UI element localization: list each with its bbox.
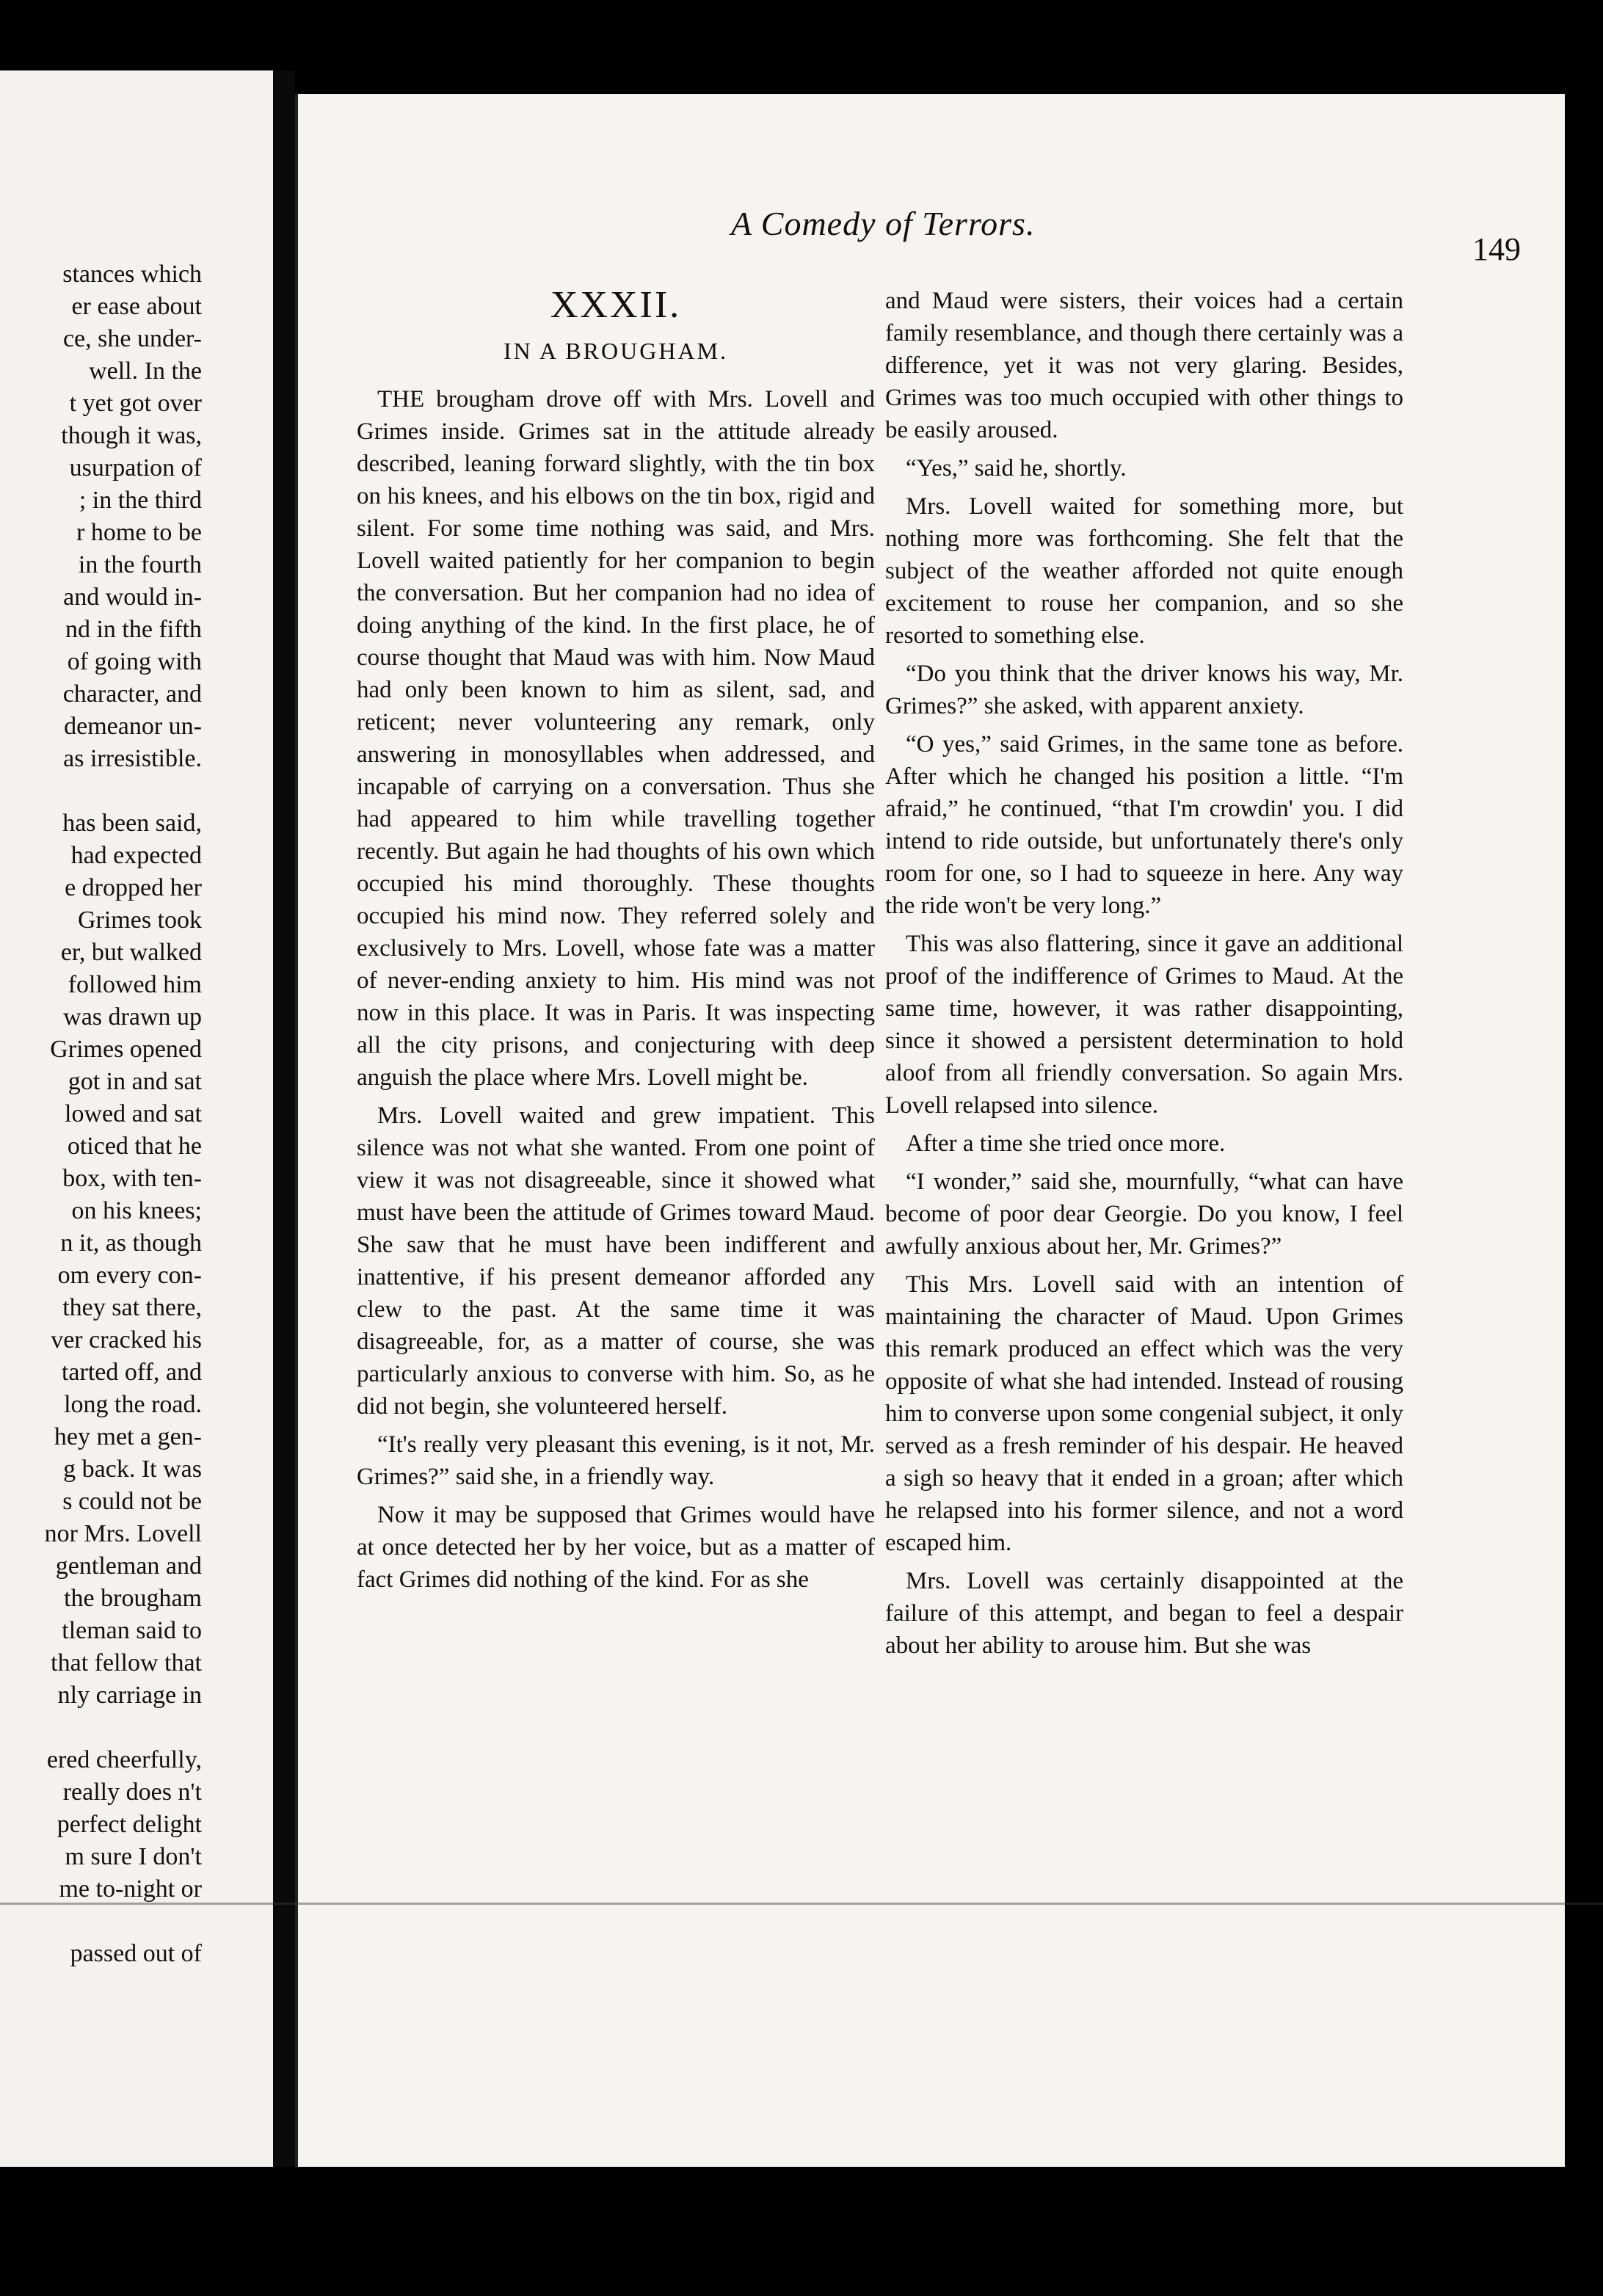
fragment-line: and would in- xyxy=(63,584,202,611)
fragment-line: s could not be xyxy=(62,1488,202,1515)
fragment-line: character, and xyxy=(62,680,202,708)
fragment-line: box, with ten- xyxy=(62,1165,202,1192)
fragment-line: n it, as though xyxy=(60,1229,202,1257)
fragment-line: m sure I don't xyxy=(65,1843,202,1870)
fragment-line: e dropped her xyxy=(65,874,202,901)
fragment-line: me to-night or xyxy=(59,1875,202,1903)
fragment-line: r home to be xyxy=(76,519,202,546)
fragment-line: really does n't xyxy=(62,1779,202,1806)
paragraph: and Maud were sisters, their voices had a certain family resemblance, and though there certainly was a difference, yet it was not very glaring. Besides, Grimes was too much occupied with other things to be easily aroused. xyxy=(885,288,1403,443)
fragment-line: g back. It was xyxy=(63,1456,202,1483)
fragment-line: that fellow that xyxy=(51,1649,202,1676)
running-head: A Comedy of Terrors. xyxy=(731,205,1036,242)
paragraph: THE brougham drove off with Mrs. Lovell and Grimes inside. Grimes sat in the attitude already described, leaning forward slightly, with the tin box on his knees, and his elbows on the tin box, rigid and silent. For some time nothing was said, and Mrs. Lovell waited patiently for her companion to begin the conversation. But her companion had no idea of doing anything of the kind. In the first place, he of course thought that Maud was with him. Now Maud had only been known to him as silent, sad, and reticent; never volunteering any remark, only answering in monosyllables when addressed, and incapable of carrying on a conversation. Thus she had appeared to him while travelling together recently. But again he had thoughts of his own which occupied his mind thoroughly. These thoughts occupied his mind now. They referred solely and exclusively to Mrs. Lovell, whose fate was a matter of never-ending anxiety to him. His mind was not now in this place. It was in Paris. It was inspecting all the city prisons, and conjecturing with deep anguish the place where Mrs. Lovell might be. xyxy=(357,386,875,1091)
line-gap xyxy=(0,1712,202,1744)
paragraph: Mrs. Lovell was certainly disappointed at the failure of this attempt, and began to feel a despair about her ability to arouse him. But she was xyxy=(885,1568,1403,1659)
fragment-line: in the fourth xyxy=(78,551,202,578)
fragment-line: as irresistible. xyxy=(63,745,202,772)
fragment-line: though it was, xyxy=(61,422,202,449)
fragment-line: was drawn up xyxy=(63,1003,202,1031)
paragraph: “I wonder,” said she, mournfully, “what can have become of poor dear Georgie. Do you know, I feel awfully anxious about her, Mr. Grimes?” xyxy=(885,1169,1403,1260)
fragment-line: of going with xyxy=(67,648,202,675)
fragment-line: perfect delight xyxy=(57,1811,202,1838)
previous-page-fragment xyxy=(0,70,273,2167)
fragment-line: ered cheerfully, xyxy=(46,1746,202,1773)
fragment-line: on his knees; xyxy=(71,1197,202,1224)
paragraph: “Yes,” said he, shortly. xyxy=(906,455,1127,482)
paragraph: This was also flattering, since it gave an additional proof of the indifference of Grimes to Maud. At the same time, however, it was rather disappointing, since it showed a persistent determination to hold aloof from all friendly conversation. So again Mrs. Lovell relapsed into silence. xyxy=(885,931,1403,1119)
fragment-line: hey met a gen- xyxy=(54,1423,202,1450)
fragment-line: om every con- xyxy=(57,1262,202,1289)
fragment-line: oticed that he xyxy=(67,1133,202,1160)
fragment-line: has been said, xyxy=(62,810,202,837)
fragment-line: er ease about xyxy=(71,293,202,320)
fragment-line: tleman said to xyxy=(62,1617,202,1644)
fragment-line: passed out of xyxy=(70,1940,202,1967)
paragraph: Now it may be supposed that Grimes would have at once detected her by her voice, but as a matter of fact Grimes did nothing of the kind. For as she xyxy=(357,1502,875,1593)
fragment-line: nd in the fifth xyxy=(65,616,202,643)
fragment-line: stances which xyxy=(62,261,202,288)
fragment-line: they sat there, xyxy=(62,1294,202,1321)
fragment-line: ; in the third xyxy=(79,487,202,514)
fragment-line: Grimes took xyxy=(77,907,202,934)
fragment-line: Grimes opened xyxy=(50,1036,202,1063)
fragment-line: lowed and sat xyxy=(65,1100,202,1127)
previous-page-lines xyxy=(0,258,202,1970)
fragment-line: followed him xyxy=(68,971,202,998)
line-gap xyxy=(0,1906,202,1938)
right-column xyxy=(885,285,1403,1668)
page-number: 149 xyxy=(1472,231,1521,267)
fragment-line: had expected xyxy=(70,842,202,869)
scan-bottom-border xyxy=(0,2167,1603,2296)
book-gutter xyxy=(273,70,295,2167)
paragraph: Mrs. Lovell waited for something more, but nothing more was forthcoming. She felt that the subject of the weather afforded not quite enough excitement to rouse her companion, and so she resorted to something else. xyxy=(885,493,1403,649)
left-column xyxy=(357,270,875,1602)
fragment-line: demeanor un- xyxy=(64,713,202,740)
scan-rule-line xyxy=(0,1903,1603,1905)
fragment-line: ver cracked his xyxy=(51,1326,202,1354)
fragment-line: er, but walked xyxy=(60,939,202,966)
paragraph: “Do you think that the driver knows his way, Mr. Grimes?” she asked, with apparent anxiety. xyxy=(885,661,1403,719)
fragment-line: long the road. xyxy=(64,1391,202,1418)
paragraph: “It's really very pleasant this evening, is it not, Mr. Grimes?” said she, in a friendly way. xyxy=(357,1431,875,1490)
paragraph: “O yes,” said Grimes, in the same tone as before. After which he changed his position a little. “I'm afraid,” he continued, “that I'm crowdin' you. I did intend to ride outside, but unfortunately there's only room for one, so I had to squeeze in here. Any way the ride won't be very long.” xyxy=(885,731,1403,919)
paragraph: Mrs. Lovell waited and grew impatient. This silence was not what she wanted. From one point of view it was not disagreeable, since it showed what must have been the attitude of Grimes toward Maud. She saw that he must have been indifferent and inattentive, if his present demeanor afforded any clew to the past. At the same time it was disagreeable, for, as a matter of course, she was particularly anxious to converse with him. So, as he did not begin, she volunteered herself. xyxy=(357,1102,875,1420)
fragment-line: gentleman and xyxy=(55,1552,202,1580)
fragment-line: t yet got over xyxy=(69,390,202,417)
fragment-line: nly carriage in xyxy=(57,1682,202,1709)
fragment-line: well. In the xyxy=(89,357,202,385)
chapter-number: XXXII. xyxy=(550,284,682,326)
fragment-line: got in and sat xyxy=(68,1068,202,1095)
fragment-line: the brougham xyxy=(64,1585,202,1612)
fragment-line: usurpation of xyxy=(69,454,202,482)
book-page xyxy=(295,94,1565,2173)
paragraph: After a time she tried once more. xyxy=(906,1130,1226,1157)
fragment-line: tarted off, and xyxy=(61,1359,202,1386)
chapter-title: IN A BROUGHAM. xyxy=(503,338,729,364)
line-gap xyxy=(0,775,202,807)
paragraph: This Mrs. Lovell said with an intention of maintaining the character of Maud. Upon Grimes this remark produced an effect which was the very opposite of what she had intended. Instead of rousing him to converse upon some congenial subject, it only served as a fresh reminder of his despair. He heaved a sigh so heavy that it ended in a groan; after which he relapsed into his former silence, and not a word escaped him. xyxy=(885,1271,1403,1556)
fragment-line: nor Mrs. Lovell xyxy=(44,1520,202,1547)
fragment-line: ce, she under- xyxy=(62,325,202,352)
